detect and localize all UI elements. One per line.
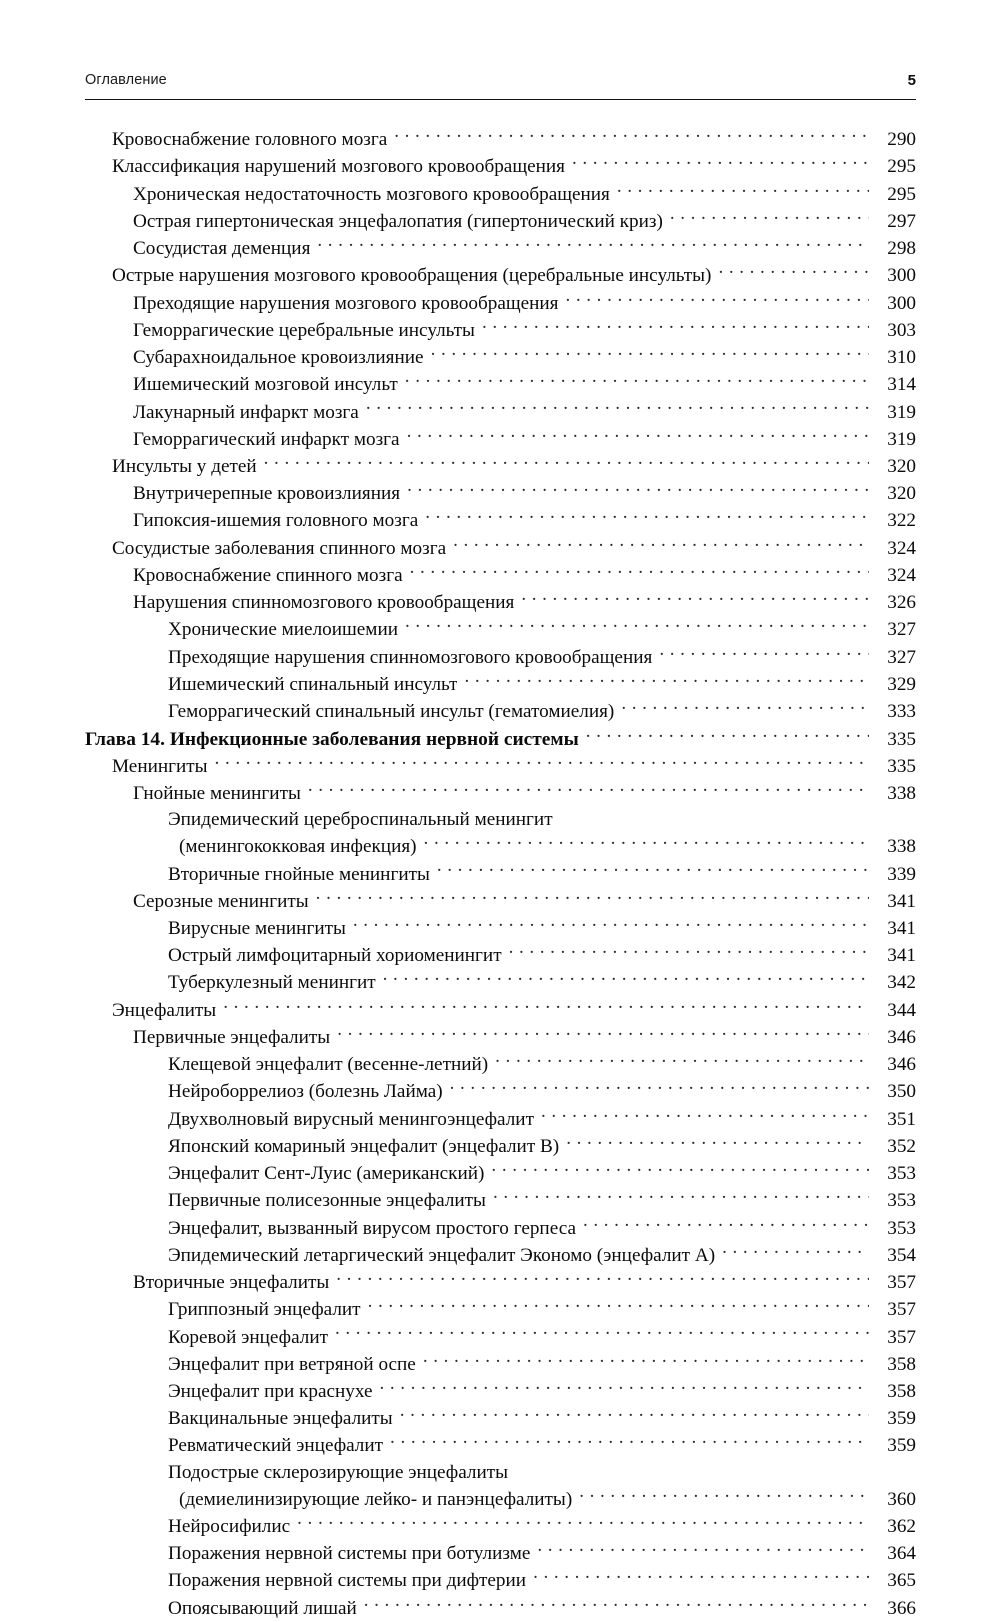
toc-entry[interactable]: [85, 1405, 916, 1432]
toc-entry-page-number: 354: [887, 1244, 916, 1266]
toc-leader-dots: [617, 180, 869, 199]
toc-leader-dots: [718, 262, 869, 281]
toc-entry-label: Инсульты у детей: [112, 456, 257, 477]
toc-entry-label: Первичные полисезонные энцефалиты: [168, 1190, 486, 1212]
toc-leader-dots: [383, 969, 869, 988]
toc-entry-page-number: 346: [887, 1054, 916, 1076]
toc-entry-page-number: 324: [887, 564, 916, 586]
toc-entry-page-number: 357: [887, 1326, 916, 1348]
toc-leader-dots: [572, 153, 869, 172]
toc-entry[interactable]: [85, 1214, 916, 1241]
toc-entry[interactable]: [85, 1187, 916, 1214]
toc-entry-page-number: 333: [887, 701, 916, 723]
toc-entry[interactable]: [85, 507, 916, 534]
toc-entry-page-number: 359: [887, 1408, 916, 1430]
toc-entry-page-number: 341: [887, 945, 916, 967]
toc-entry-page-number: 344: [887, 999, 916, 1021]
toc-entry-label: Глава 14. Инфекционные заболевания нервной системы: [85, 728, 579, 750]
toc-entry-page-number: 319: [887, 428, 916, 450]
toc-entry[interactable]: [85, 262, 916, 289]
toc-entry-page-number: 360: [887, 1488, 916, 1510]
toc-entry[interactable]: [85, 860, 916, 887]
toc-entry-label: Геморрагический инфаркт мозга: [133, 428, 400, 450]
toc-entry-label: Хроническая недостаточность мозгового кровообращения: [133, 183, 610, 205]
toc-entry-label: Эпидемический цереброспинальный менингит: [168, 809, 553, 831]
toc-entry[interactable]: [85, 915, 916, 942]
toc-leader-dots: [431, 344, 869, 363]
toc-entry[interactable]: [85, 180, 916, 207]
toc-leader-dots: [453, 535, 869, 554]
toc-entry-label: Японский комариный энцефалит (энцефалит В): [168, 1135, 560, 1157]
toc-entry[interactable]: [85, 235, 916, 262]
toc-leader-dots: [521, 589, 869, 608]
toc-entry[interactable]: [85, 1160, 916, 1187]
toc-entry[interactable]: [85, 480, 916, 507]
toc-entry-label: Клещевой энцефалит (весенне-летний): [168, 1054, 489, 1076]
toc-leader-dots: [366, 398, 869, 417]
toc-entry[interactable]: [85, 1460, 916, 1513]
toc-leader-dots: [621, 698, 869, 717]
toc-leader-dots: [336, 1269, 869, 1288]
toc-entry-label: Менингиты: [112, 755, 208, 777]
toc-entry-label: Геморрагические церебральные инсульты: [133, 319, 475, 341]
toc-chapter-heading[interactable]: [85, 725, 916, 752]
toc-entry-page-number: 298: [887, 238, 916, 260]
toc-entry-label: Нейросифилис: [168, 1515, 291, 1537]
toc-entry-label: Туберкулезный менингит: [168, 972, 376, 994]
toc-entry-page-number: 366: [887, 1597, 916, 1619]
toc-entry-page-number: 320: [887, 483, 916, 505]
header-divider-rule: [85, 99, 916, 100]
toc-entry[interactable]: [85, 1133, 916, 1160]
toc-entry[interactable]: [85, 1242, 916, 1269]
toc-leader-dots: [491, 1160, 869, 1179]
toc-entry-label-continuation: (демиелинизирующие лейко- и панэнцефалиты): [179, 1488, 573, 1510]
toc-entry-label-continuation: (менингококковая инфекция): [179, 836, 417, 858]
toc-leader-dots: [223, 997, 869, 1016]
toc-entry-page-number: 327: [887, 646, 916, 668]
toc-entry-page-number: 327: [887, 619, 916, 641]
toc-entry-label: Поражения нервной системы при ботулизме: [168, 1543, 531, 1565]
toc-entry[interactable]: [85, 1378, 916, 1405]
toc-entry[interactable]: [85, 1540, 916, 1567]
toc-leader-dots: [533, 1567, 869, 1586]
toc-entry-page-number: 358: [887, 1380, 916, 1402]
toc-entry[interactable]: [85, 126, 916, 153]
toc-entry[interactable]: [85, 426, 916, 453]
toc-entry[interactable]: [85, 753, 916, 780]
toc-leader-dots: [659, 643, 869, 662]
toc-entry[interactable]: [85, 208, 916, 235]
toc-entry-page-number: 359: [887, 1435, 916, 1457]
toc-entry-label: Вирусные менингиты: [168, 918, 346, 939]
toc-entry-page-number: 303: [887, 319, 916, 341]
toc-entry[interactable]: [85, 1432, 916, 1459]
toc-entry-label: Лакунарный инфаркт мозга: [133, 401, 359, 423]
toc-entry-label: Кровоснабжение спинного мозга: [133, 564, 403, 586]
table-of-contents: [85, 126, 916, 1622]
toc-entry[interactable]: [85, 780, 916, 807]
toc-entry[interactable]: [85, 1024, 916, 1051]
toc-entry[interactable]: [85, 153, 916, 180]
toc-leader-dots: [407, 480, 869, 499]
toc-entry-label: Кровоснабжение головного мозга: [112, 129, 388, 151]
page-folio-number: 5: [907, 72, 916, 89]
toc-entry-page-number: 351: [887, 1108, 916, 1130]
toc-entry-page-number: 357: [887, 1272, 916, 1294]
toc-entry[interactable]: [85, 997, 916, 1024]
toc-leader-dots: [583, 1214, 869, 1233]
toc-entry[interactable]: [85, 671, 916, 698]
toc-entry-page-number: 326: [887, 592, 916, 614]
toc-entry[interactable]: [85, 1269, 916, 1296]
toc-entry-label: Нейроборрелиоз (болезнь Лайма): [168, 1081, 443, 1103]
toc-entry-label: Энцефалит, вызванный вирусом простого герпеса: [168, 1217, 576, 1239]
toc-leader-dots: [493, 1187, 869, 1206]
toc-entry-label: Гнойные менингиты: [133, 783, 301, 805]
toc-entry[interactable]: [85, 1051, 916, 1078]
toc-entry-label-continuation-row: [85, 833, 916, 860]
toc-entry-page-number: 290: [887, 129, 916, 151]
toc-entry-label: Ишемический спинальный инсульт: [168, 673, 458, 695]
toc-entry-page-number: 353: [887, 1217, 916, 1239]
toc-leader-dots: [405, 616, 869, 635]
toc-entry[interactable]: [85, 942, 916, 969]
toc-entry-label: Энцефалит при краснухе: [168, 1380, 373, 1402]
toc-entry-label: Вторичные гнойные менингиты: [168, 863, 430, 885]
running-head-title: Оглавление: [85, 72, 167, 88]
toc-entry-label: Преходящие нарушения мозгового кровообращения: [133, 292, 559, 314]
toc-entry-page-number: 300: [887, 292, 916, 314]
toc-entry-page-number: 335: [887, 755, 916, 777]
toc-entry-page-number: 338: [887, 836, 916, 858]
toc-entry-page-number: 295: [887, 183, 916, 205]
toc-entry-page-number: 362: [887, 1515, 916, 1537]
toc-entry-label: Вакцинальные энцефалиты: [168, 1408, 393, 1430]
toc-entry[interactable]: [85, 1323, 916, 1350]
toc-entry[interactable]: [85, 1078, 916, 1105]
toc-leader-dots: [437, 860, 869, 879]
toc-entry-page-number: 364: [887, 1543, 916, 1565]
toc-leader-dots: [308, 780, 869, 799]
toc-leader-dots: [670, 208, 869, 227]
toc-leader-dots: [509, 942, 869, 961]
toc-leader-dots: [405, 371, 869, 390]
toc-leader-dots: [586, 725, 869, 744]
toc-entry[interactable]: [85, 888, 916, 915]
toc-entry[interactable]: [85, 1567, 916, 1594]
toc-entry-page-number: 300: [887, 265, 916, 287]
toc-entry-label: Опоясывающий лишай: [168, 1597, 357, 1619]
toc-leader-dots: [425, 507, 869, 526]
toc-entry-page-number: 341: [887, 890, 916, 912]
toc-leader-dots: [215, 753, 869, 772]
toc-entry-page-number: 365: [887, 1570, 916, 1592]
toc-leader-dots: [394, 126, 869, 145]
toc-entry-label: Геморрагический спинальный инсульт (гематомиелия): [168, 701, 615, 723]
toc-leader-dots: [400, 1405, 869, 1424]
toc-entry[interactable]: [85, 344, 916, 371]
toc-leader-dots: [423, 1351, 869, 1370]
toc-entry-page-number: 352: [887, 1135, 916, 1157]
running-head: [85, 72, 916, 98]
toc-entry-label: Нарушения спинномозгового кровообращения: [133, 592, 515, 614]
toc-leader-dots: [390, 1432, 869, 1451]
toc-entry[interactable]: [85, 1105, 916, 1132]
toc-entry[interactable]: [85, 1351, 916, 1378]
toc-entry-label: Серозные менингиты: [133, 890, 309, 912]
toc-leader-dots: [566, 1133, 869, 1152]
toc-entry-label: Субарахноидальное кровоизлияние: [133, 347, 424, 369]
toc-entry-page-number: 324: [887, 537, 916, 559]
toc-leader-dots: [410, 562, 869, 581]
toc-entry-label: Вторичные энцефалиты: [133, 1272, 330, 1294]
toc-entry[interactable]: [85, 317, 916, 344]
toc-entry-page-number: 346: [887, 1026, 916, 1048]
toc-entry-page-number: 314: [887, 374, 916, 396]
toc-leader-dots: [579, 1486, 869, 1505]
toc-entry-label: Преходящие нарушения спинномозгового кровообращения: [168, 646, 653, 668]
toc-entry[interactable]: [85, 1513, 916, 1540]
toc-entry-label: Острый лимфоцитарный хориоменингит: [168, 945, 502, 967]
toc-entry-label: Энцефалиты: [112, 999, 217, 1021]
toc-entry[interactable]: [85, 969, 916, 996]
toc-entry[interactable]: [85, 371, 916, 398]
toc-entry-page-number: 295: [887, 156, 916, 178]
toc-entry[interactable]: [85, 398, 916, 425]
toc-leader-dots: [482, 317, 869, 336]
toc-entry-label: Подострые склерозирующие энцефалиты: [168, 1461, 509, 1483]
toc-entry-label: Сосудистые заболевания спинного мозга: [112, 537, 447, 559]
toc-entry[interactable]: [85, 562, 916, 589]
toc-entry-label: Поражения нервной системы при дифтерии: [168, 1570, 527, 1592]
toc-entry-page-number: 353: [887, 1163, 916, 1185]
toc-entry-page-number: 322: [887, 510, 916, 532]
toc-leader-dots: [464, 671, 869, 690]
toc-entry[interactable]: [85, 535, 916, 562]
toc-leader-dots: [541, 1105, 869, 1124]
toc-entry-page-number: 357: [887, 1299, 916, 1321]
toc-entry-label: Энцефалит Сент-Луис (американский): [168, 1163, 485, 1185]
toc-entry-page-number: 320: [887, 456, 916, 477]
toc-entry-page-number: 350: [887, 1081, 916, 1103]
toc-entry-label: Внутричерепные кровоизлияния: [133, 483, 401, 505]
toc-entry-page-number: 353: [887, 1190, 916, 1212]
toc-leader-dots: [264, 453, 869, 472]
toc-leader-dots: [316, 888, 869, 907]
toc-entry[interactable]: [85, 643, 916, 670]
toc-entry[interactable]: [85, 616, 916, 643]
toc-entry-page-number: 329: [887, 673, 916, 695]
toc-leader-dots: [317, 235, 869, 254]
toc-entry-label: Ишемический мозговой инсульт: [133, 374, 398, 396]
toc-leader-dots: [353, 915, 869, 934]
toc-entry-label: Коревой энцефалит: [168, 1326, 329, 1348]
toc-entry[interactable]: [85, 1594, 916, 1621]
toc-entry-page-number: 319: [887, 401, 916, 423]
toc-entry-page-number: 339: [887, 863, 916, 885]
toc-entry-page-number: 358: [887, 1353, 916, 1375]
toc-entry[interactable]: [85, 289, 916, 316]
toc-entry-label: Гипоксия-ишемия головного мозга: [133, 510, 419, 532]
toc-entry-page-number: 341: [887, 918, 916, 939]
toc-leader-dots: [335, 1323, 869, 1342]
toc-entry[interactable]: [85, 807, 916, 860]
toc-entry[interactable]: [85, 1296, 916, 1323]
toc-leader-dots: [407, 426, 869, 445]
toc-entry-page-number: 338: [887, 783, 916, 805]
toc-entry[interactable]: [85, 589, 916, 616]
toc-leader-dots: [424, 833, 869, 852]
toc-entry-page-number: 342: [887, 972, 916, 994]
toc-entry-page-number: 297: [887, 210, 916, 232]
toc-entry-label: Классификация нарушений мозгового кровообращения: [112, 156, 565, 178]
toc-leader-dots: [495, 1051, 869, 1070]
toc-entry-label: Ревматический энцефалит: [168, 1435, 384, 1457]
toc-entry-label: Первичные энцефалиты: [133, 1026, 331, 1048]
toc-leader-dots: [722, 1242, 869, 1261]
toc-leader-dots: [379, 1378, 869, 1397]
toc-entry-page-number: 310: [887, 347, 916, 369]
toc-entry-label: Острые нарушения мозгового кровообращения (церебральные инсульты): [112, 265, 712, 287]
toc-entry-page-number: 335: [887, 728, 916, 750]
toc-entry-label: Эпидемический летаргический энцефалит Экономо (энцефалит А): [168, 1244, 716, 1266]
toc-entry-label: Гриппозный энцефалит: [168, 1299, 361, 1321]
toc-leader-dots: [537, 1540, 869, 1559]
toc-leader-dots: [297, 1513, 869, 1532]
toc-leader-dots: [368, 1296, 869, 1315]
toc-entry-label: Острая гипертоническая энцефалопатия (гипертонический криз): [133, 210, 663, 232]
toc-entry-label-continuation-row: [85, 1486, 916, 1513]
toc-entry-label: Энцефалит при ветряной оспе: [168, 1353, 416, 1375]
toc-entry-label: Двухволновый вирусный менингоэнцефалит: [168, 1108, 534, 1130]
toc-leader-dots: [364, 1594, 869, 1613]
toc-leader-dots: [566, 289, 870, 308]
toc-entry-label: Хронические миелоишемии: [168, 619, 398, 641]
toc-entry[interactable]: [85, 453, 916, 480]
toc-entry[interactable]: [85, 698, 916, 725]
toc-leader-dots: [450, 1078, 869, 1097]
toc-entry-label: Сосудистая деменция: [133, 238, 311, 260]
toc-leader-dots: [337, 1024, 869, 1043]
